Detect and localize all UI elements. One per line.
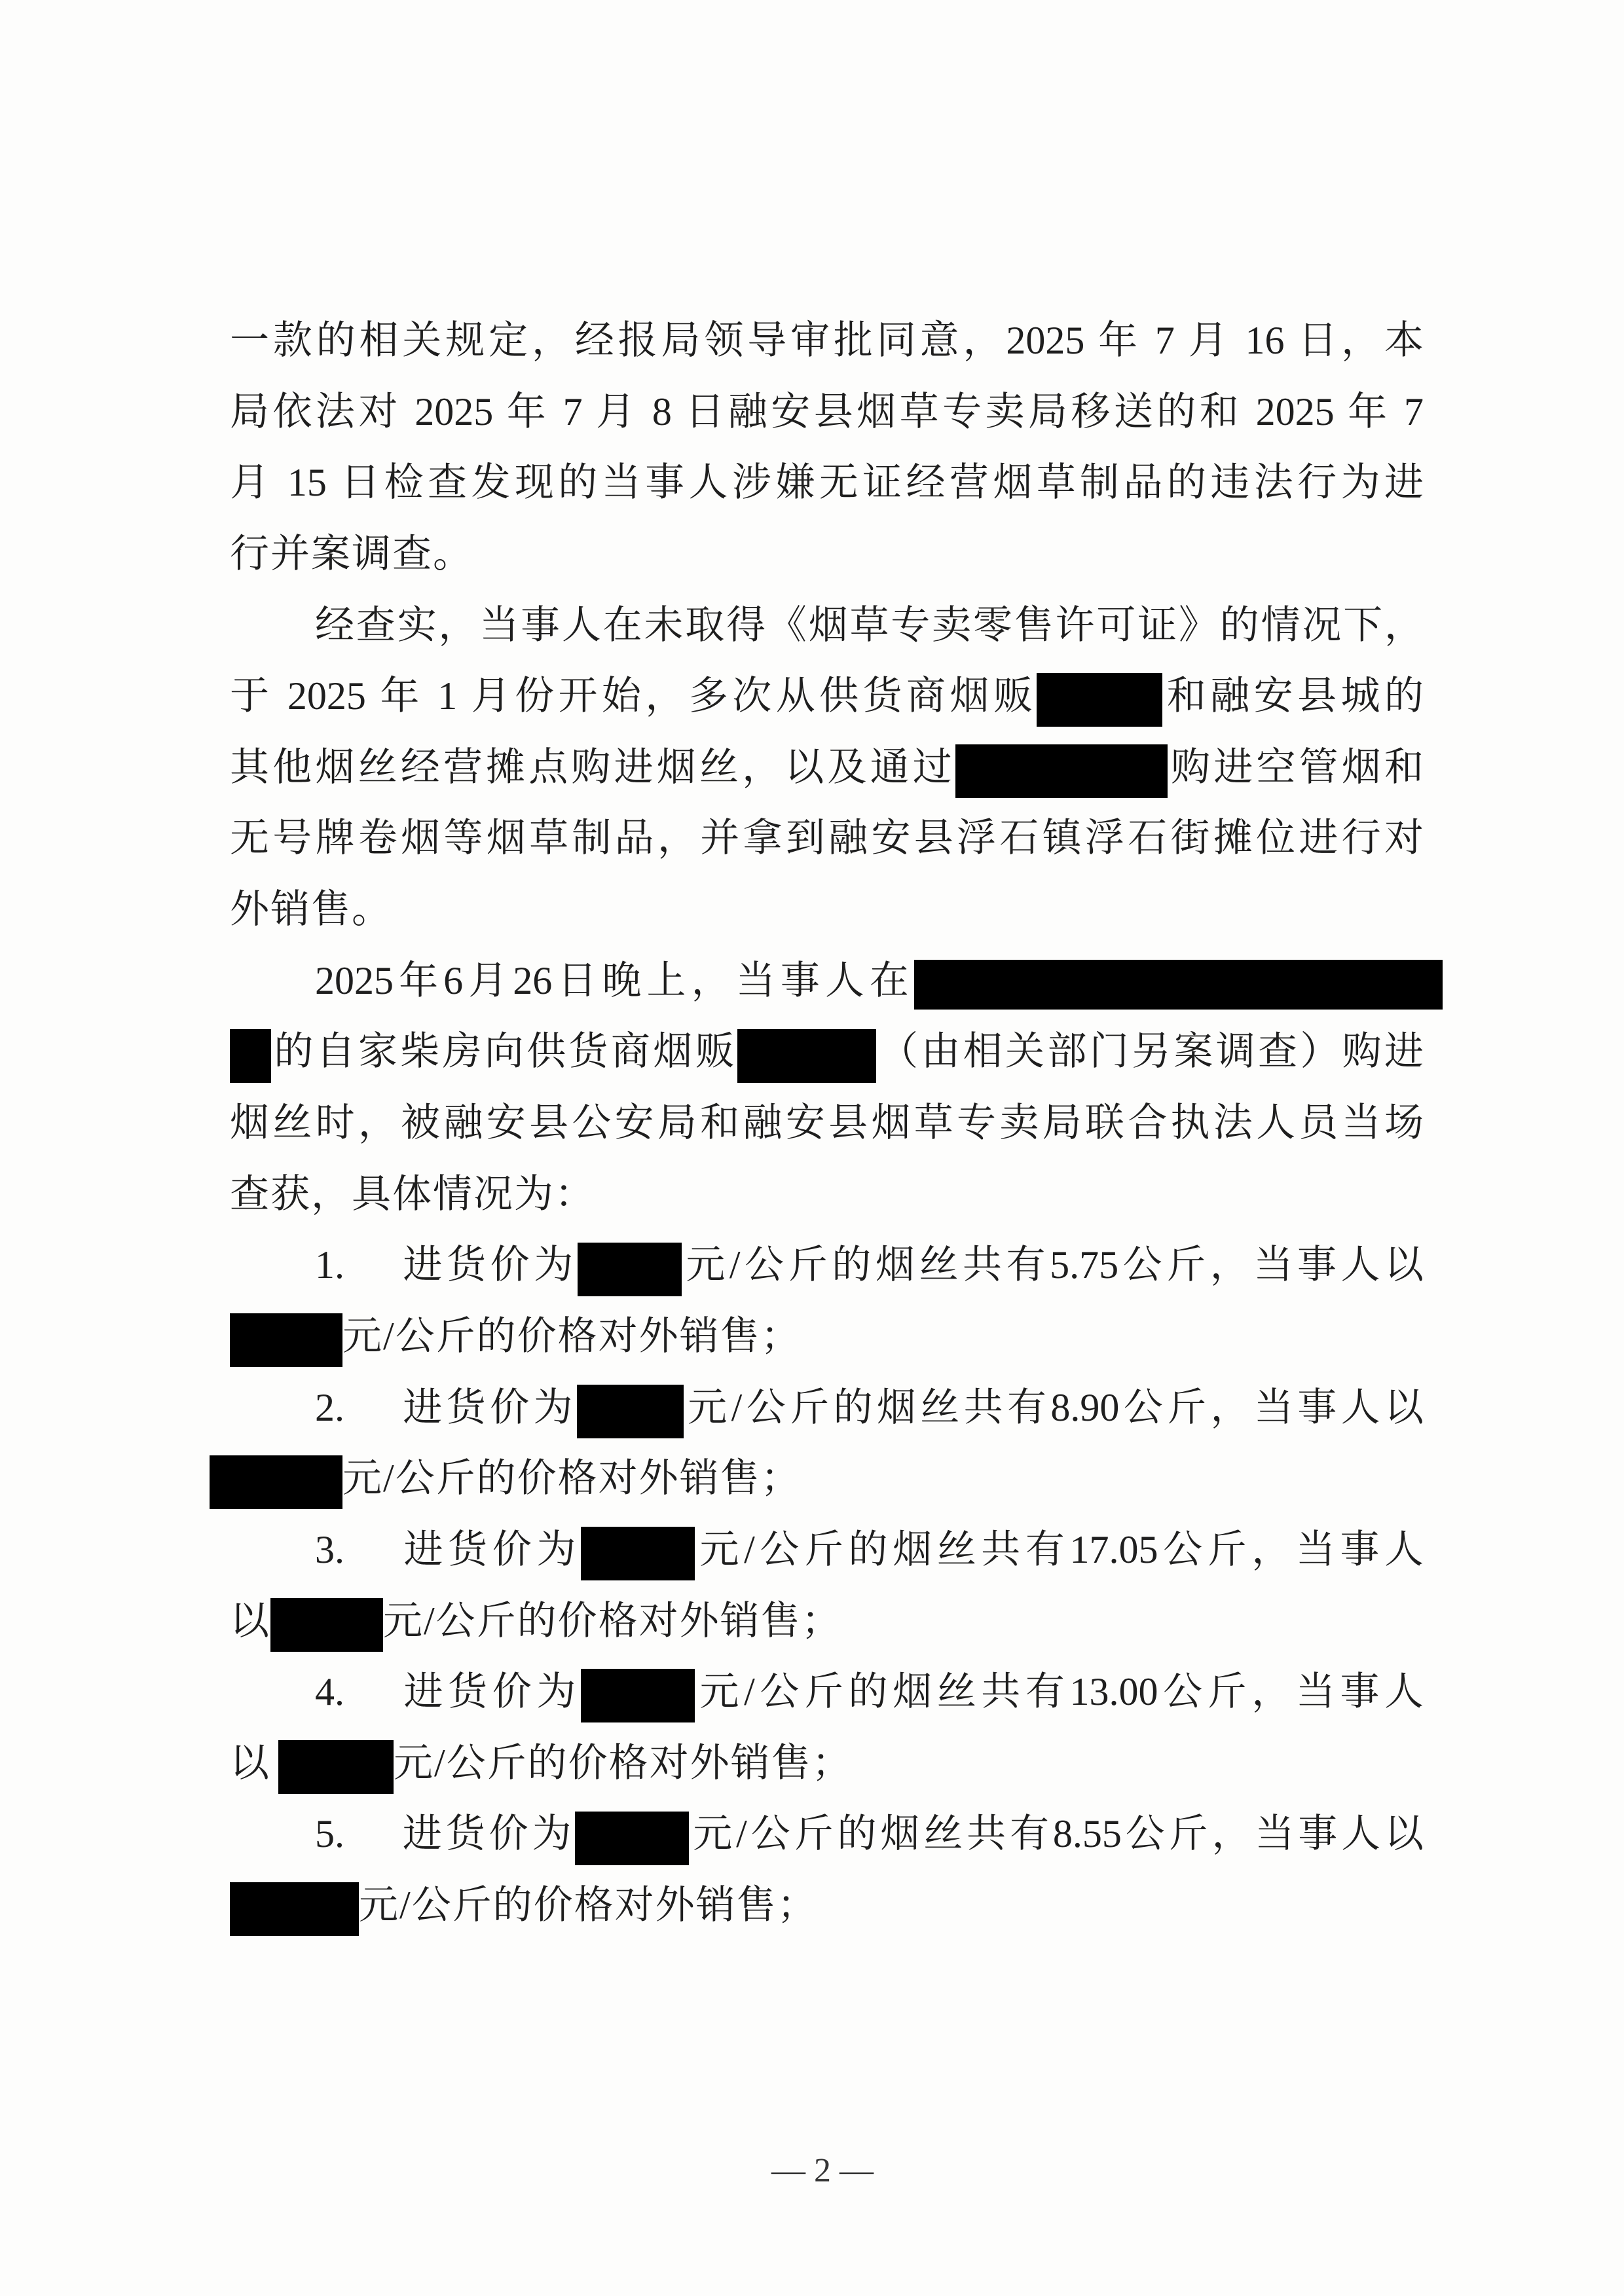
text-line: 无号牌卷烟等烟草制品，并拿到融安县浮石镇浮石街摊位进行对 — [230, 816, 1424, 860]
line-text: 和融安县城的 — [1162, 674, 1424, 718]
line-text: 购进空管烟和 — [1167, 745, 1424, 789]
list-number: 4. — [315, 1670, 344, 1714]
list-number: 3. — [315, 1527, 344, 1571]
line-text: 进货价为 — [399, 1243, 578, 1287]
line-text: 以 — [230, 1599, 270, 1643]
text-line: 一款的相关规定，经报局领导审批同意，2025 年 7 月 16 日，本 — [230, 319, 1424, 362]
text-line: 月 15 日检查发现的当事人涉嫌无证经营烟草制品的违法行为进 — [230, 461, 1424, 505]
redaction-box — [577, 1385, 684, 1438]
list-item-line — [230, 1728, 1424, 1799]
redaction-box — [581, 1669, 695, 1722]
line-text: 2025年6月26日晚上，当事人在 — [315, 958, 914, 1002]
text-line: 局依法对 2025 年 7 月 8 日融安县烟草专卖局移送的和 2025 年 7 — [230, 390, 1424, 433]
redaction-box — [230, 1882, 359, 1936]
text-line — [230, 661, 1424, 732]
list-item-line — [230, 1301, 1424, 1372]
line-text: 进货价为 — [399, 1670, 581, 1714]
line-text: 元/公斤的烟丝共有8.90公斤，当事人以 — [683, 1385, 1424, 1429]
list-item-line — [315, 1656, 1424, 1728]
redaction-box — [737, 1029, 876, 1083]
list-item-line — [230, 1870, 1424, 1941]
line-text: 元/公斤的价格对外销售； — [394, 1741, 853, 1785]
text-line: 查获，具体情况为： — [230, 1172, 595, 1216]
line-text: 进货价为 — [399, 1812, 576, 1856]
redaction-box — [575, 1812, 689, 1865]
list-number: 5. — [315, 1812, 344, 1856]
redaction-box — [914, 960, 1443, 1010]
line-text: 以 — [230, 1741, 270, 1785]
line-text: 进货价为 — [399, 1527, 581, 1571]
line-text: 元/公斤的烟丝共有17.05公斤，当事人 — [694, 1527, 1424, 1571]
redaction-box — [230, 1029, 271, 1083]
line-text: 其他烟丝经营摊点购进烟丝，以及通过 — [230, 745, 955, 789]
list-item-line — [315, 1798, 1424, 1870]
list-item-line — [230, 1586, 1424, 1657]
line-text: 元/公斤的价格对外销售； — [342, 1457, 802, 1501]
redaction-box — [278, 1740, 394, 1794]
list-item-line — [315, 1514, 1424, 1586]
text-line: 行并案调查。 — [230, 532, 473, 575]
text-line — [230, 732, 1424, 803]
text-line: 烟丝时，被融安县公安局和融安县烟草专卖局联合执法人员当场 — [230, 1101, 1424, 1145]
line-text: 的自家柴房向供货商烟贩 — [271, 1030, 737, 1074]
redaction-box — [210, 1455, 342, 1509]
text-line: 经查实，当事人在未取得《烟草专卖零售许可证》的情况下， — [315, 603, 1424, 647]
list-item-line — [315, 1372, 1424, 1444]
line-text: 于 2025 年 1 月份开始，多次从供货商烟贩 — [230, 674, 1037, 718]
redaction-box — [578, 1243, 682, 1296]
text-line — [315, 945, 1443, 1017]
line-text: 元/公斤的烟丝共有8.55公斤，当事人以 — [689, 1812, 1424, 1856]
redaction-box — [270, 1598, 383, 1652]
list-number: 2. — [315, 1385, 344, 1429]
page-number: — 2 — — [771, 2152, 874, 2189]
text-line — [230, 1016, 1424, 1087]
redaction-box — [230, 1313, 342, 1367]
redaction-box — [1037, 673, 1162, 727]
line-text: 元/公斤的烟丝共有5.75公斤，当事人以 — [681, 1243, 1424, 1287]
line-text: 元/公斤的价格对外销售； — [342, 1314, 802, 1358]
line-text: 元/公斤的价格对外销售； — [383, 1599, 842, 1643]
redaction-box — [955, 744, 1168, 798]
list-item-line — [315, 1230, 1424, 1301]
line-text: 元/公斤的价格对外销售； — [359, 1884, 818, 1927]
document-body — [230, 305, 1424, 1941]
line-text: 进货价为 — [399, 1385, 577, 1429]
text-line: 外销售。 — [230, 888, 392, 932]
list-number: 1. — [315, 1243, 344, 1287]
redaction-box — [581, 1527, 695, 1580]
line-text: （由相关部门另案调查）购进 — [876, 1030, 1424, 1074]
list-item-line — [210, 1443, 1424, 1514]
line-text: 元/公斤的烟丝共有13.00公斤，当事人 — [694, 1670, 1424, 1714]
